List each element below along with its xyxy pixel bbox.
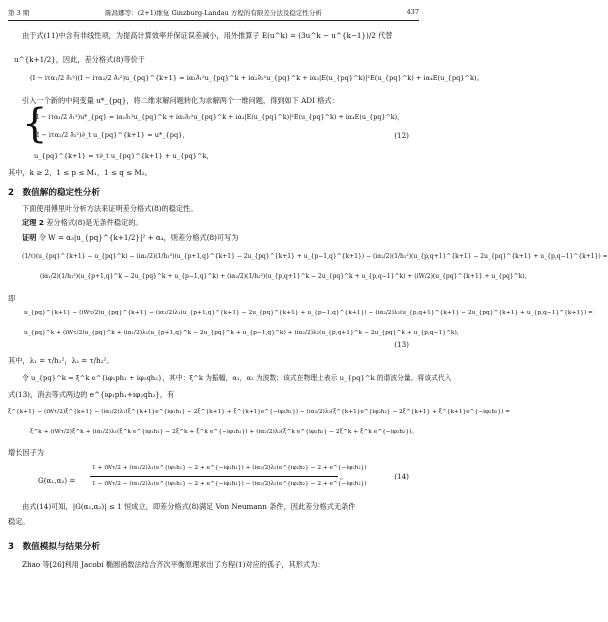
section-heading-3: 3 数值模拟与结果分析 [8,542,100,552]
running-header [8,8,419,21]
section-heading-2: 2 数值解的稳定性分析 [8,188,100,198]
adi-equation-1: (I − iτα₁/2 ∂̂₁²)u*_{pq} = iα₁∂̂₁²u_{pq}^k + iα₂∂̂₂²u_{pq}^k + iα₃|E(u_{pq}^k)|²E(u_{pq}^k) + iα₄E(u_{pq}^k)， [34,113,404,121]
paragraph-equivalence: u^{k+1/2}，因此，差分格式(8)等价于 [14,55,145,64]
equation-number-12: (12) [394,131,409,140]
equation-14-denominator: 1 − iWτ/2 − (iα₁/2)λ₁(e^{iφ₁h₁} − 2 + e^{−iφ₁h₁}) − (iα₂/2)λ₂(e^{iφ₂h₂} − 2 + e^{−iφ₂h₂}) [92,481,367,487]
equation-14-lhs: G(α₁,α₂) = [38,476,76,485]
paragraph-stable: 稳定。 [8,517,30,526]
fraction-bar [90,476,338,477]
paragraph-substitute: 式(13)，消去等式两边的 e^{iφ₁ph₁+iφ₂qh₂}，有 [8,390,175,399]
page-number: 437 [406,8,419,16]
paragraph-index-range: 其中，k ≥ 2，1 ≤ p ≤ M₁，1 ≤ q ≤ M₂。 [8,168,152,177]
paragraph-adi-intro: 引入一个新的中间变量 u*_{pq}，将二维求解问题转化为求解两个一维问题，得到如下 ADI 格式： [22,96,339,105]
theorem-text: 差分格式(8)是无条件稳定的。 [46,218,143,227]
equation-14-tail: 。 [340,472,348,481]
equation-amplitude-line-2: ξ^k + (iWτ/2)ξ^k + (iα₁/2)λ₁(ξ^k e^{iφ₁h₁} − 2ξ^k + ξ^k e^{−iφ₁h₁}) + (iα₂/2)λ₂(ξ^k e^{iφ₂h₂} − 2ξ^k + ξ^k e^{−iφ₂h₂})。 [30,429,418,435]
paragraph-von-neumann: 由式(14)可知，|G(α₁,α₂)| ≤ 1 恒成立，即差分格式(8)满足 Von Neumann 条件，因此差分格式无条件 [22,502,356,511]
theorem-2 [22,218,413,227]
proof-intro [22,233,413,242]
paragraph-lambda-def: 其中，λ₁ = τ/h₁²，λ₂ = τ/h₂²。 [8,356,114,365]
equation-14-numerator: 1 + iWτ/2 + (iα₁/2)λ₁(e^{iφ₁h₁} − 2 + e^{−iφ₁h₁}) + (iα₂/2)λ₂(e^{iφ₂h₂} − 2 + e^{−iφ₂h₂}) [92,465,367,471]
equation-equivalent-scheme: (I − iτα₁/2 ∂̂₁²)(I − iτα₂/2 ∂̂₂²)u_{pq}^{k+1} = iα₁∂̂₁²u_{pq}^k + iα₂∂̂₂²u_{pq}^k + iα₃|E(u_{pq}^k)|²E(u_{pq}^k) + iα₄E(u_{pq}^k)。 [30,74,484,82]
system-brace: { [22,101,48,147]
running-title: 陈昌娜等：(2+1)维复 Ginzburg-Landau 方程的有限差分法及稳定性分析 [105,9,322,17]
paragraph-growth-factor: 增长因子为 [8,448,44,457]
paragraph-harmonic: 令 u_{pq}^k = ξ^k e^{iφ₁ph₁ + iφ₂qh₂}，其中：ξ^k 为振幅，α₁，α₂ 为波数；该式在物理上表示 u_{pq}^k 的谐波分量。将该式代入 [22,374,452,382]
issue-number: 第 3 期 [8,9,30,17]
paragraph-fourier: 下面使用傅里叶分析方法来证明差分格式(8)的稳定性。 [22,204,198,213]
equation-13-line-1: u_{pq}^{k+1} − (iWτ/2)u_{pq}^{k+1} − (iα₁/2)λ₁(u_{p+1,q}^{k+1} − 2u_{pq}^{k+1} + u_{p−1,q}^{k+1}) − (iα₂/2)λ₂(u_{p,q+1}^{k+1} − 2u_{pq}^{k+1} + u_{p,q−1}^{k+1}) = [24,310,593,316]
equation-13-line-2: u_{pq}^k + (iWτ/2)u_{pq}^k + (iα₁/2)λ₁(u_{p+1,q}^k − 2u_{pq}^k + u_{p−1,q}^k) + (iα₂/2)λ₂(u_{p,q+1}^k − 2u_{pq}^k + u_{p,q−1}^k)， [24,330,463,336]
proof-label: 证明 [22,233,37,242]
adi-equation-2: (I − iτα₂/2 ∂̂₂²)∂_t u_{pq}^{k+1} = u*_{pq}， [34,131,189,139]
equation-scheme-line-2: (iα₁/2)(1/h₁²)(u_{p+1,q}^k − 2u_{pq}^k + u_{p−1,q}^k) + (iα₂/2)(1/h₂²)(u_{p,q+1}^k − 2u_{pq}^k + u_{p,q−1}^k) + (iW/2)(u_{pq}^{k+1} + u_{pq}^k)， [40,273,531,280]
proof-text: 令 W = α₃|u_{pq}^{k+1/2}|² + α₄，则差分格式(8)可写为 [38,233,239,242]
paragraph-extrapolation: 由于式(11)中含有非线性项，为提高计算效率并保证误差减小，用外推算子 E(u^k) = (3u^k − u^{k−1})/2 代替 [22,31,393,40]
equation-number-13: (13) [394,340,409,349]
equation-number-14: (14) [394,472,409,481]
label-ji: 即 [8,294,16,303]
equation-amplitude-line-1: ξ^{k+1} − (iWτ/2)ξ^{k+1} − (iα₁/2)λ₁(ξ^{k+1}e^{iφ₁h₁} − 2ξ^{k+1} + ξ^{k+1}e^{−iφ₁h₁}) − (iα₂/2)λ₂(ξ^{k+1}e^{iφ₂h₂} − 2ξ^{k+1} + ξ^{k+1}e^{−iφ₂h₂}) = [8,409,511,415]
equation-scheme-line-1: (1/τ)(u_{pq}^{k+1} − u_{pq}^k) − (iα₁/2)(1/h₁²)(u_{p+1,q}^{k+1} − 2u_{pq}^{k+1} + u_{p−1,q}^{k+1}) − (iα₂/2)(1/h₂²)(u_{p,q+1}^{k+1} − 2u_{pq}^{k+1} + u_{p,q−1}^{k+1}) = [22,253,608,260]
adi-equation-3: u_{pq}^{k+1} = τ∂_t u_{pq}^{k+1} + u_{pq}^k， [34,152,214,160]
theorem-label: 定理 2 [22,218,44,227]
paragraph-zhao-soliton: Zhao 等[26]利用 Jacobi 椭圆函数法结合齐次平衡原理求出了方程(1)对应的孤子，其形式为： [22,560,325,569]
